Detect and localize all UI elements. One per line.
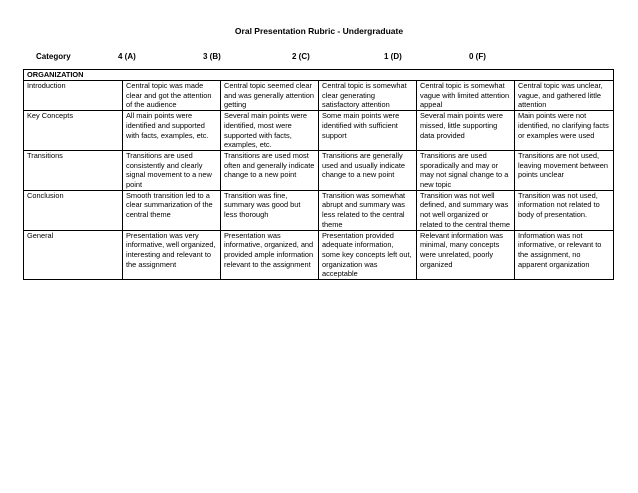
page-title: Oral Presentation Rubric - Undergraduate xyxy=(234,26,404,36)
rubric-table xyxy=(23,69,614,280)
table-cell: Transitions are not used, leaving movement between points unclear xyxy=(515,150,614,190)
category-cell: Key Concepts xyxy=(24,111,123,151)
category-cell: Transitions xyxy=(24,150,123,190)
table-cell: Transitions are used consistently and clearly signal movement to a new point xyxy=(123,150,221,190)
table-cell: Transition was not used, information not related to body of presentation. xyxy=(515,190,614,230)
table-row xyxy=(24,111,614,151)
table-cell: Presentation was informative, organized, and provided ample information relevant to the assignment xyxy=(221,230,319,280)
table-cell: All main points were identified and supported with facts, examples, etc. xyxy=(123,111,221,151)
category-cell: Conclusion xyxy=(24,190,123,230)
column-header-4a: 4 (A) xyxy=(118,52,136,61)
table-cell: Main points were not identified, no clarifying facts or examples were used xyxy=(515,111,614,151)
table-cell: Some main points were identified with sufficient support xyxy=(319,111,417,151)
table-cell: Presentation was very informative, well organized, interesting and relevant to the assignment xyxy=(123,230,221,280)
table-cell: Presentation provided adequate information, some key concepts left out, organization was acceptable xyxy=(319,230,417,280)
table-cell: Relevant information was minimal, many concepts were unrelated, poorly organized xyxy=(417,230,515,280)
section-row xyxy=(24,70,614,81)
category-cell: General xyxy=(24,230,123,280)
table-row xyxy=(24,190,614,230)
category-cell: Introduction xyxy=(24,81,123,111)
table-row xyxy=(24,230,614,280)
table-cell: Transitions are used sporadically and may or may not signal change to a new topic xyxy=(417,150,515,190)
table-cell: Central topic is somewhat vague with limited attention appeal xyxy=(417,81,515,111)
table-cell: Central topic was made clear and got the attention of the audience xyxy=(123,81,221,111)
column-header-1d: 1 (D) xyxy=(384,52,402,61)
column-header-category: Category xyxy=(36,52,71,61)
column-header-3b: 3 (B) xyxy=(203,52,221,61)
table-row xyxy=(24,81,614,111)
table-cell: Information was not informative, or relevant to the assignment, no apparent organization xyxy=(515,230,614,280)
table-cell: Central topic is somewhat clear generating satisfactory attention xyxy=(319,81,417,111)
table-cell: Smooth transition led to a clear summarization of the central theme xyxy=(123,190,221,230)
column-header-2c: 2 (C) xyxy=(292,52,310,61)
table-cell: Transitions are generally used and usually indicate change to a new point xyxy=(319,150,417,190)
column-header-0f: 0 (F) xyxy=(469,52,486,61)
table-cell: Transition was fine, summary was good but less thorough xyxy=(221,190,319,230)
table-cell: Transition was not well defined, and summary was not well organized or related to the central theme xyxy=(417,190,515,230)
table-cell: Several main points were identified, most were supported with facts, examples, etc. xyxy=(221,111,319,151)
table-cell: Transitions are used most often and generally indicate change to a new point xyxy=(221,150,319,190)
section-label: ORGANIZATION xyxy=(24,70,614,81)
table-cell: Several main points were missed, little supporting data provided xyxy=(417,111,515,151)
table-cell: Central topic was unclear, vague, and gathered little attention xyxy=(515,81,614,111)
table-row xyxy=(24,150,614,190)
table-cell: Transition was somewhat abrupt and summary was less related to the central theme xyxy=(319,190,417,230)
table-cell: Central topic seemed clear and was generally attention getting xyxy=(221,81,319,111)
